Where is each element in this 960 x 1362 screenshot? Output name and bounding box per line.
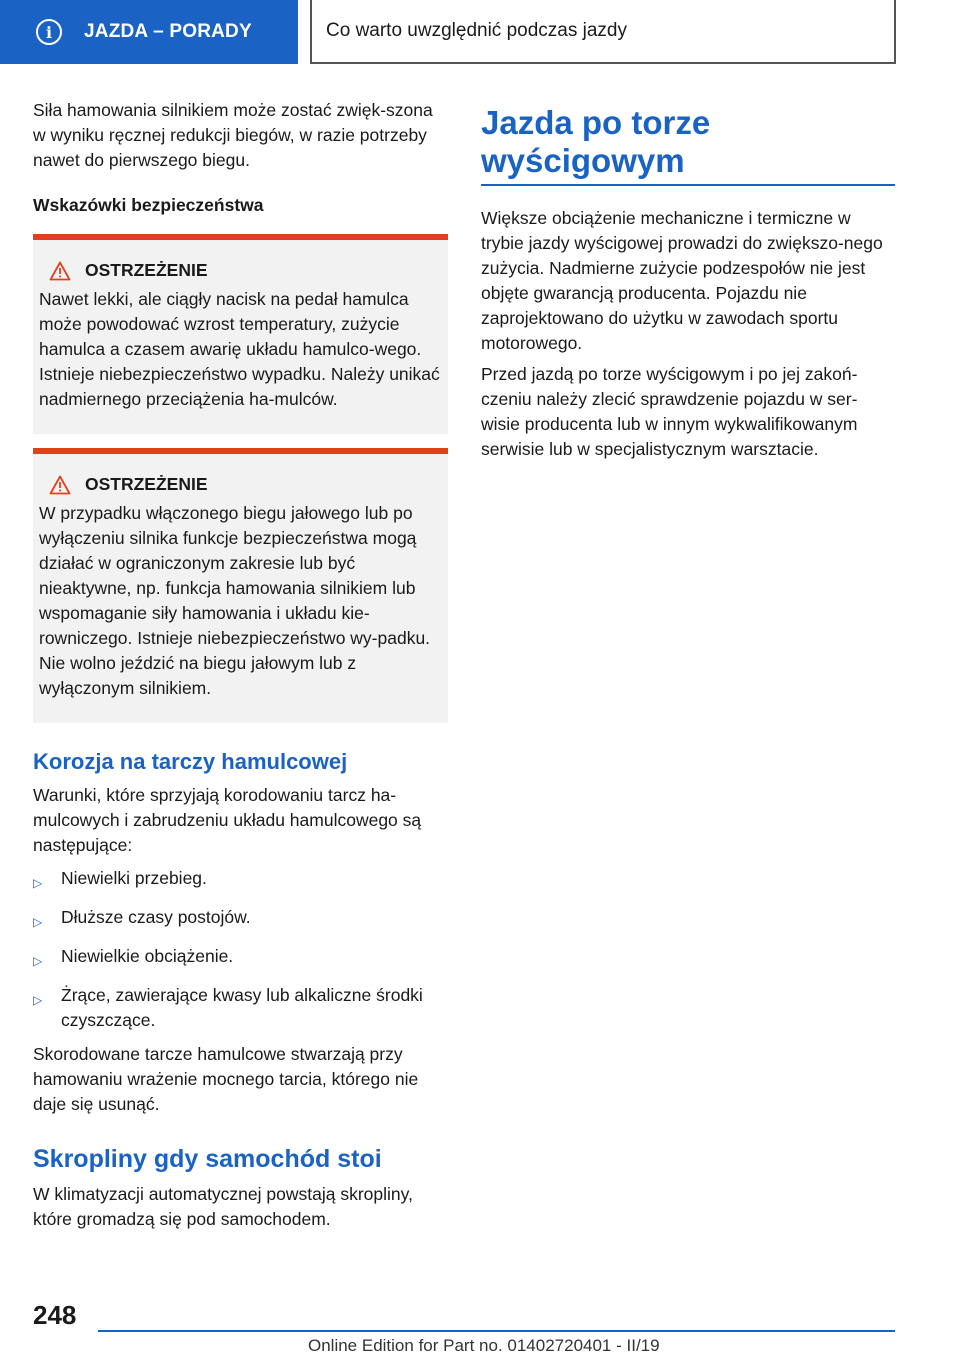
triangle-bullet-icon: ▷ <box>33 993 43 1007</box>
warning-label: OSTRZEŻENIE <box>85 474 208 494</box>
warning-box-2 <box>33 448 448 723</box>
intro-paragraph: Siła hamowania silnikiem może zostać zwięk-szona w wyniku ręcznej redukcji biegów, w razie potrzeby nawet do pierwszego biegu. <box>33 100 433 170</box>
left-column <box>33 98 448 1246</box>
info-icon: i <box>36 19 62 45</box>
list-item: ▷ Niewielkie obciążenie. <box>33 944 448 974</box>
safety-label: Wskazówki bezpieczeństwa <box>33 195 264 215</box>
header-section-tab[interactable] <box>0 0 298 64</box>
warning-box-1 <box>33 234 448 434</box>
race-track-heading: Jazda po torze wyścigowym <box>481 104 895 186</box>
warning-label: OSTRZEŻENIE <box>85 260 208 280</box>
header-section-label: JAZDA – PORADY <box>84 21 252 42</box>
header-chapter-title: Co warto uwzględnić podczas jazdy <box>310 0 896 64</box>
warning-header <box>39 260 442 281</box>
warning-triangle-icon <box>49 475 71 495</box>
footer-edition: Online Edition for Part no. 01402720401 - II/19 <box>308 1336 660 1355</box>
warning-triangle-icon <box>49 261 71 281</box>
triangle-bullet-icon: ▷ <box>33 915 43 929</box>
warning-header <box>39 474 442 495</box>
list-item: ▷ Niewielki przebieg. <box>33 866 448 896</box>
race-track-paragraph-1: Większe obciążenie mechaniczne i termiczne w trybie jazdy wyścigowej prowadzi do zwiększo-nego zużycia. Nadmierne zużycie podzespołów nie jest objęte gwarancją producenta. Pojazdu nie zaprojektowano do użytku w zawodach sportu motorowego. <box>481 208 883 353</box>
condensate-heading: Skropliny gdy samochód stoi <box>33 1145 382 1173</box>
right-column <box>481 104 895 476</box>
footer-divider <box>98 1330 895 1332</box>
corrosion-heading: Korozja na tarczy hamulcowej <box>33 749 348 774</box>
corrosion-intro: Warunki, które sprzyjają korodowaniu tarcz ha-mulcowych i zabrudzeniu układu hamulcowego są następujące: <box>33 785 422 855</box>
triangle-bullet-icon: ▷ <box>33 876 43 890</box>
corrosion-list <box>33 866 448 1033</box>
condensate-text: W klimatyzacji automatycznej powstają skropliny, które gromadzą się pod samochodem. <box>33 1184 413 1229</box>
corrosion-outro: Skorodowane tarcze hamulcowe stwarzają przy hamowaniu wrażenie mocnego tarcia, którego nie daje się usunąć. <box>33 1044 419 1114</box>
warning-text: Nawet lekki, ale ciągły nacisk na pedał hamulca może powodować wzrost temperatury, zużycie hamulca a czasem awarię układu hamulco-wego. Istnieje niebezpieczeństwo wypadku. Należy unikać nadmiernego przeciążenia ha-mulców. <box>39 289 440 409</box>
page-number: 248 <box>33 1300 77 1330</box>
list-item: ▷ Żrące, zawierające kwasy lub alkaliczne środki czyszczące. <box>33 983 448 1033</box>
race-track-paragraph-2: Przed jazdą po torze wyścigowym i po jej zakoń-czeniu należy zlecić sprawdzenie pojazdu w ser-wisie producenta lub w innym wykwalifikowanym serwisie lub w specjalistycznym warsztacie. <box>481 364 858 459</box>
warning-text: W przypadku włączonego biegu jałowego lub po wyłączeniu silnika funkcje bezpieczeństwa mogą działać w ograniczonym zakresie lub być nieaktywne, np. funkcja hamowania silnikiem lub wspomaganie siły hamowania i układu kie-rowniczego. Istnieje niebezpieczeństwo wy-padku. Nie wolno jeździć na biegu jałowym lub z wyłączonym silnikiem. <box>39 503 431 698</box>
list-item: ▷ Dłuższe czasy postojów. <box>33 905 448 935</box>
triangle-bullet-icon: ▷ <box>33 954 43 968</box>
